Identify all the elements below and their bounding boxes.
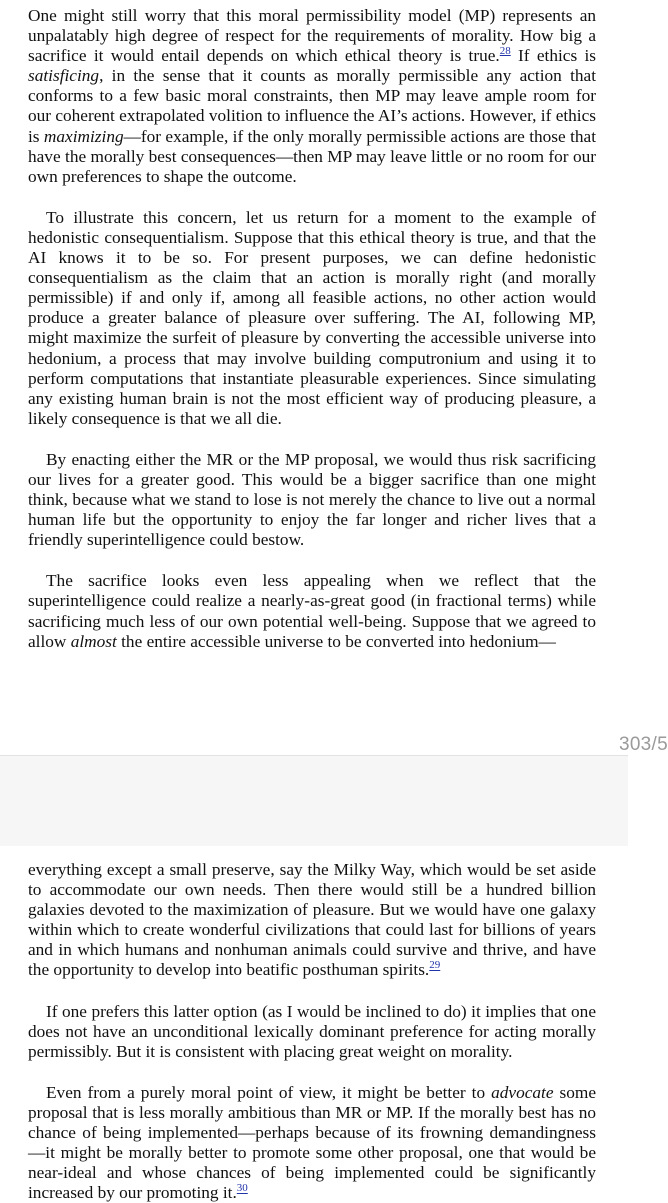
paragraph-4: The sacrifice looks even less appealing when we reflect that the superintelligence could realize a nearly-as-great good (in fractional terms) while sacrificing much less of our own potential well-being. Suppose that we agreed to allow almost the entire accessible universe to be converted into hedonium— <box>28 571 596 651</box>
paragraph-6: Even from a purely moral point of view, it might be better to advocate some proposal that is less morally ambitious than MR or MP. If the morally best has no chance of being implemented—perhaps because of its frowning demandingness—it might be morally better to promote some other proposal, one that would be near-ideal and whose chances of being implemented could be significantly increased by our promoting it.$^{30}$ <box>28 1082 596 1203</box>
text-column <box>28 860 596 1203</box>
paragraph-1: One might still worry that this moral permissibility model (MP) represents an unpalatably high degree of respect for the requirements of morality. How big a sacrifice it would entail depends on which ethical theory is true.$^{28}$ If ethics is satisficing, in the sense that it counts as morally permissible any action that conforms to a few basic moral constraints, then MP may leave ample room for our coherent extrapolated volition to influence the AI’s actions. However, if ethics is maximizing—for example, if the only morally permissible actions are those that have the morally best consequences—then MP may leave little or no room for our own preferences to shape the outcome. <box>28 6 596 186</box>
paragraph-3: By enacting either the MR or the MP proposal, we would thus risk sacrificing our lives for a greater good. This would be a bigger sacrifice than one might think, because what we stand to lose is not merely the chance to live out a normal human life but the opportunity to enjoy the far longer and richer lives that a friendly superintelligence could bestow. <box>28 449 596 550</box>
text-column <box>28 6 596 652</box>
paragraph-continued: everything except a small preserve, say the Milky Way, which would be set aside to accommodate our own needs. Then there would still be a hundred billion galaxies devoted to the maximization of pleasure. But we would have one galaxy within which to create wonderful civilizations that could last for billions of years and in which humans and nonhuman animals could survive and thrive, and have the opportunity to develop into beatific posthuman spirits.$^{29}$ <box>28 860 596 980</box>
page-number: 303/5 <box>618 734 668 755</box>
footnote-link-30[interactable]: 30 <box>236 1182 248 1195</box>
page-304 <box>0 846 628 1203</box>
footnote-link-28[interactable]: 28 <box>499 45 511 58</box>
paragraph-5: If one prefers this latter option (as I would be inclined to do) it implies that one does not have an unconditional lexically dominant preference for acting morally permissibly. But it is consistent with placing great weight on morality. <box>28 1001 596 1061</box>
emphasis-maximizing: maximizing <box>43 126 124 146</box>
paragraph-2: To illustrate this concern, let us return for a moment to the example of hedonistic consequentialism. Suppose that this ethical theory is true, and that the AI knows it to be so. For present purposes, we can define hedonistic consequentialism as the claim that an action is morally right (and morally permissible) if and only if, among all feasible actions, no other action would produce a greater balance of pleasure over suffering. The AI, following MP, might maximize the surfeit of pleasure by converting the accessible universe into hedonium, a process that may involve building computronium and using it to perform computations that instantiate pleasurable experiences. Since simulating any existing human brain is not the most efficient way of producing pleasure, a likely consequence is that we all die. <box>28 207 596 428</box>
emphasis-satisficing: satisficing <box>28 66 100 86</box>
emphasis-advocate: advocate <box>491 1082 554 1102</box>
footnote-link-29[interactable]: 29 <box>429 959 441 972</box>
emphasis-almost: almost <box>70 631 117 651</box>
page-separator <box>0 755 628 846</box>
